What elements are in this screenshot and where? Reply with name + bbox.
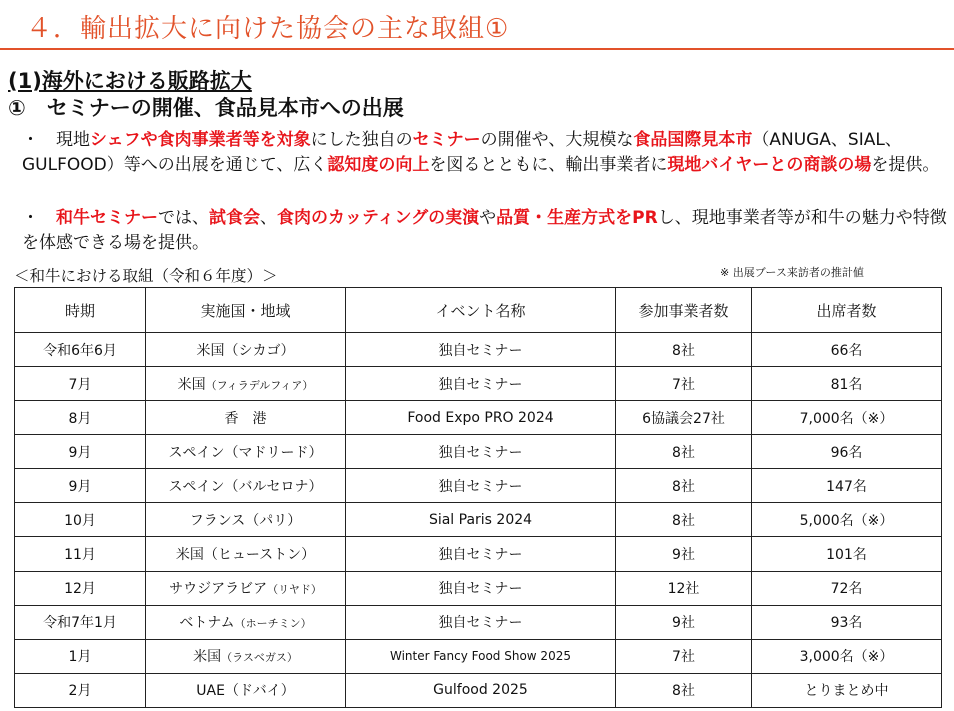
city-name: （リヤド） (267, 583, 322, 597)
cell-period: 令和7年1月 (15, 605, 146, 639)
cell-country (146, 639, 346, 673)
country-name: スペイン (168, 444, 225, 461)
country-name: 米国 (175, 547, 204, 563)
cell-attendees: 101名 (752, 537, 942, 571)
table-row (15, 673, 942, 707)
cell-period: 令和6年6月 (15, 333, 146, 367)
table-row (15, 469, 942, 503)
country-name: UAE (196, 683, 225, 700)
cell-period: 12月 (15, 571, 146, 605)
country-name: スペイン (168, 478, 225, 495)
highlight-run: 和牛セミナー (56, 208, 158, 228)
cell-participants: 8社 (616, 435, 752, 469)
table-row (15, 367, 942, 401)
cell-country (146, 673, 346, 707)
city-name: （バルセロナ） (224, 478, 323, 495)
table-caption: ＜和牛における取組（令和６年度）＞ (14, 267, 278, 285)
cell-country (146, 605, 346, 639)
table-row (15, 435, 942, 469)
cell-country (146, 571, 346, 605)
cell-period: 10月 (15, 503, 146, 537)
cell-period: 9月 (15, 435, 146, 469)
cell-country (146, 435, 346, 469)
country-name: ベトナム (179, 615, 235, 632)
table-header-row (15, 288, 942, 333)
highlight-run: セミナー (412, 130, 481, 150)
country-name: 米国 (196, 342, 225, 359)
cell-event: 独自セミナー (346, 537, 616, 571)
highlight-run: 認知度の向上 (327, 155, 430, 175)
cell-event: 独自セミナー (346, 367, 616, 401)
table-row (15, 571, 942, 605)
cell-participants: 12社 (616, 571, 752, 605)
cell-event: 独自セミナー (346, 605, 616, 639)
cell-country (146, 333, 346, 367)
cell-event: 独自セミナー (346, 333, 616, 367)
text-run: を提供。 (871, 155, 940, 175)
text-run: や (479, 208, 497, 228)
text-run: し、現地事業者等が和牛の魅力や特徴を体感できる場を提供。 (22, 208, 947, 253)
table-row (15, 537, 942, 571)
cell-attendees: 3,000名（※） (752, 639, 942, 673)
country-name: サウジアラビア (169, 581, 268, 598)
cell-event: Food Expo PRO 2024 (346, 401, 616, 435)
cell-attendees: 93名 (752, 605, 942, 639)
cell-attendees: 72名 (752, 571, 942, 605)
bullet-paragraph-1 (22, 128, 948, 178)
bullet-marker: ・ (22, 208, 39, 228)
text-run: の開催や、大規模な (480, 130, 634, 150)
bullet-paragraph-2 (22, 206, 948, 256)
cell-event: 独自セミナー (346, 469, 616, 503)
cell-event: Gulfood 2025 (346, 673, 616, 707)
table-note: ※ 出展ブース来訪者の推計値 (720, 266, 864, 279)
text-run: 、 (260, 208, 277, 228)
cell-participants: 8社 (616, 469, 752, 503)
city-name: （パリ） (245, 512, 302, 529)
cell-period: 9月 (15, 469, 146, 503)
city-name: （ラスベガス） (221, 651, 298, 665)
cell-country (146, 537, 346, 571)
table-row (15, 401, 942, 435)
city-name: （ドバイ） (224, 683, 295, 700)
page-title: ４．輸出拡大に向けた協会の主な取組① (26, 14, 510, 44)
cell-participants: 7社 (616, 639, 752, 673)
cell-period: 2月 (15, 673, 146, 707)
cell-period: 8月 (15, 401, 146, 435)
table-body (15, 333, 942, 708)
text-run: （ANUGA、SIAL、GULFOOD）等への出展を通じて、広く (22, 130, 902, 175)
text-run: 現地 (56, 130, 90, 150)
cell-attendees: 96名 (752, 435, 942, 469)
cell-event: 独自セミナー (346, 571, 616, 605)
cell-attendees: 7,000名（※） (752, 401, 942, 435)
highlight-run: シェフや食肉事業者等を対象 (90, 130, 311, 150)
city-name: （マドリード） (224, 444, 323, 461)
country-name: フランス (189, 512, 246, 529)
city-name: （シカゴ） (224, 342, 295, 359)
cell-participants: 6協議会27社 (616, 401, 752, 435)
cell-attendees: 66名 (752, 333, 942, 367)
cell-participants: 9社 (616, 537, 752, 571)
section-heading: (1)海外における販路拡大 (8, 69, 252, 93)
table-row (15, 333, 942, 367)
cell-country (146, 469, 346, 503)
header-event: イベント名称 (346, 288, 616, 333)
header-attendees: 出席者数 (752, 288, 942, 333)
header-participants: 参加事業者数 (616, 288, 752, 333)
cell-participants: 7社 (616, 367, 752, 401)
country-name: 香 港 (224, 410, 267, 427)
text-run: を図るとともに、輸出事業者に (429, 155, 668, 175)
table-row (15, 605, 942, 639)
highlight-run: 食品国際見本市 (633, 130, 753, 150)
country-name: 米国 (177, 376, 206, 393)
city-name: （フィラデルフィア） (205, 378, 314, 392)
country-name: 米国 (193, 649, 222, 666)
cell-period: 11月 (15, 537, 146, 571)
cell-country (146, 503, 346, 537)
city-name: （ホーチミン） (234, 617, 312, 631)
subsection-heading: ① セミナーの開催、食品見本市への出展 (8, 96, 404, 120)
cell-attendees: 81名 (752, 367, 942, 401)
highlight-run: 現地バイヤーとの商談の場 (667, 155, 872, 175)
highlight-run: 食肉のカッティングの実演 (277, 208, 480, 228)
cell-participants: 8社 (616, 673, 752, 707)
highlight-run: 試食会 (209, 208, 260, 228)
cell-participants: 9社 (616, 605, 752, 639)
header-period: 時期 (15, 288, 146, 333)
cell-period: 7月 (15, 367, 146, 401)
cell-event: Sial Paris 2024 (346, 503, 616, 537)
header-country: 実施国・地域 (146, 288, 346, 333)
cell-event: Winter Fancy Food Show 2025 (346, 639, 616, 673)
city-name: （ヒューストン） (203, 547, 316, 563)
table-row (15, 503, 942, 537)
text-run: にした独自の (310, 130, 413, 150)
cell-country (146, 401, 346, 435)
highlight-run: 品質・生産方式をPR (496, 208, 658, 228)
bullet-marker: ・ (22, 130, 39, 150)
cell-period: 1月 (15, 639, 146, 673)
cell-participants: 8社 (616, 333, 752, 367)
cell-attendees: 5,000名（※） (752, 503, 942, 537)
table-row (15, 639, 942, 673)
title-underline (0, 48, 954, 50)
cell-attendees: とりまとめ中 (752, 673, 942, 707)
cell-attendees: 147名 (752, 469, 942, 503)
events-table (14, 287, 942, 708)
cell-participants: 8社 (616, 503, 752, 537)
text-run: では、 (158, 208, 209, 228)
cell-country (146, 367, 346, 401)
cell-event: 独自セミナー (346, 435, 616, 469)
